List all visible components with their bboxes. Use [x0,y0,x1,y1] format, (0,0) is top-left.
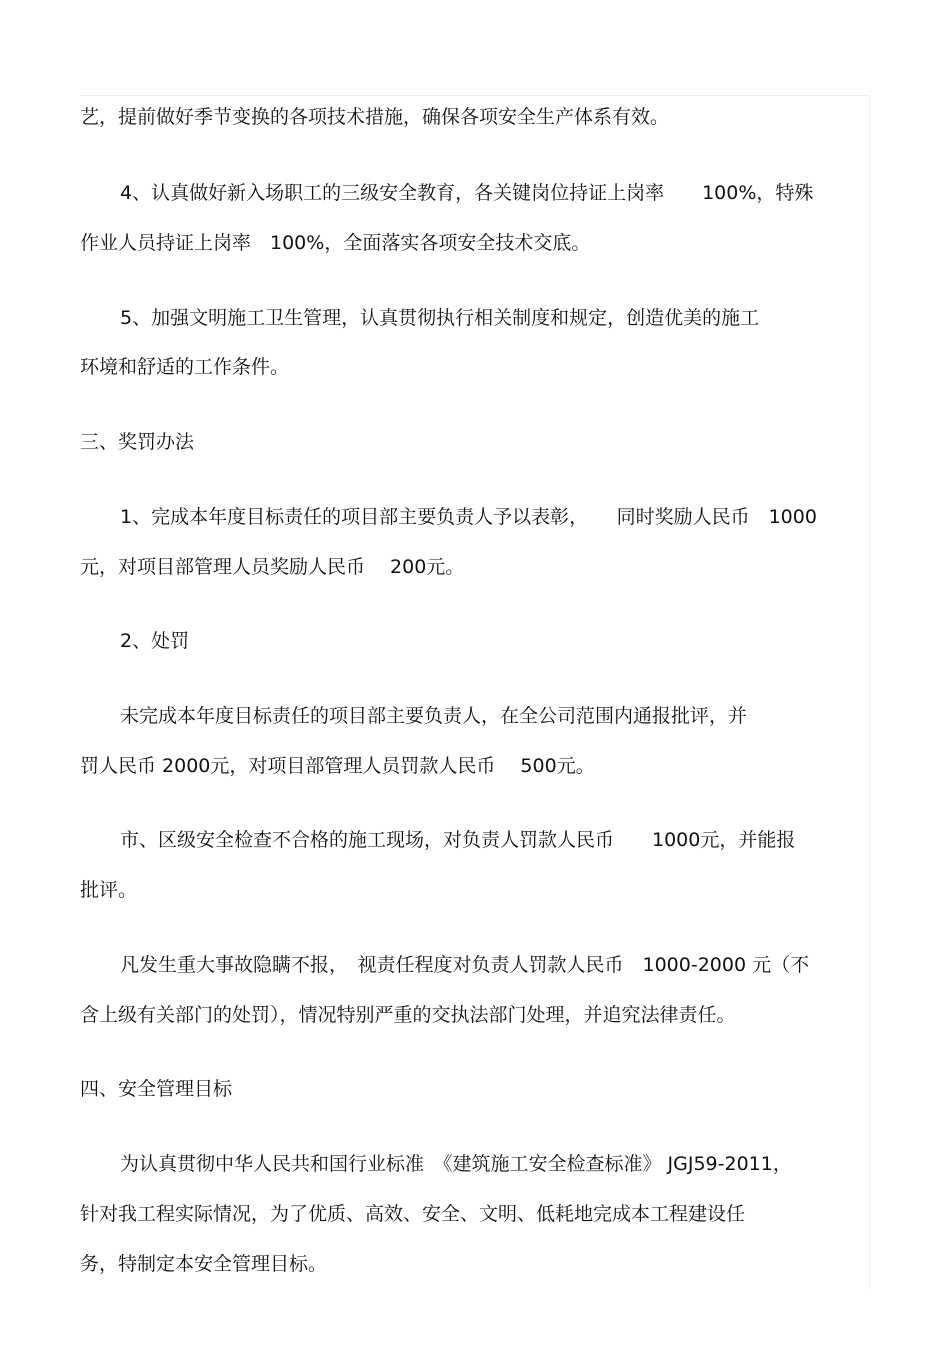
paragraph-line: 4、认真做好新入场职工的三级安全教育，各关键岗位持证上岗率 100%，特殊 [120,182,814,204]
subsection-heading: 2、处罚 [120,630,190,652]
paragraph-line: 艺，提前做好季节变换的各项技术措施，确保各项安全生产体系有效。 [80,106,670,128]
page-top-border [80,95,870,96]
paragraph-line: 批评。 [80,879,138,901]
section-heading: 四、安全管理目标 [80,1078,233,1100]
paragraph-line: 务，特制定本安全管理目标。 [80,1253,328,1275]
paragraph-line: 作业人员持证上岗率 100%，全面落实各项安全技术交底。 [80,232,591,254]
paragraph-line: 1、完成本年度目标责任的项目部主要负责人予以表彰， 同时奖励人民币 1000 [120,506,817,528]
section-heading: 三、奖罚办法 [80,431,195,453]
page-right-border [869,95,870,1290]
paragraph-line: 针对我工程实际情况，为了优质、高效、安全、文明、低耗地完成本工程建设任 [80,1203,746,1225]
paragraph-line: 为认真贯彻中华人民共和国行业标准 《建筑施工安全检查标准》 JGJ59-2011， [120,1153,792,1175]
paragraph-line: 罚人民币 2000元，对项目部管理人员罚款人民币 500元。 [80,755,595,777]
paragraph-line: 环境和舒适的工作条件。 [80,356,290,378]
paragraph-line: 含上级有关部门的处罚），情况特别严重的交执法部门处理，并追究法律责任。 [80,1004,736,1026]
paragraph-line: 5、加强文明施工卫生管理，认真贯彻执行相关制度和规定，创造优美的施工 [120,307,760,329]
paragraph-line: 凡发生重大事故隐瞒不报， 视责任程度对负责人罚款人民币 1000-2000 元（不 [120,954,810,976]
paragraph-line: 元，对项目部管理人员奖励人民币 200元。 [80,556,465,578]
paragraph-line: 未完成本年度目标责任的项目部主要负责人，在全公司范围内通报批评，并 [120,705,748,727]
paragraph-line: 市、区级安全检查不合格的施工现场，对负责人罚款人民币 1000元，并能报 [120,829,796,851]
